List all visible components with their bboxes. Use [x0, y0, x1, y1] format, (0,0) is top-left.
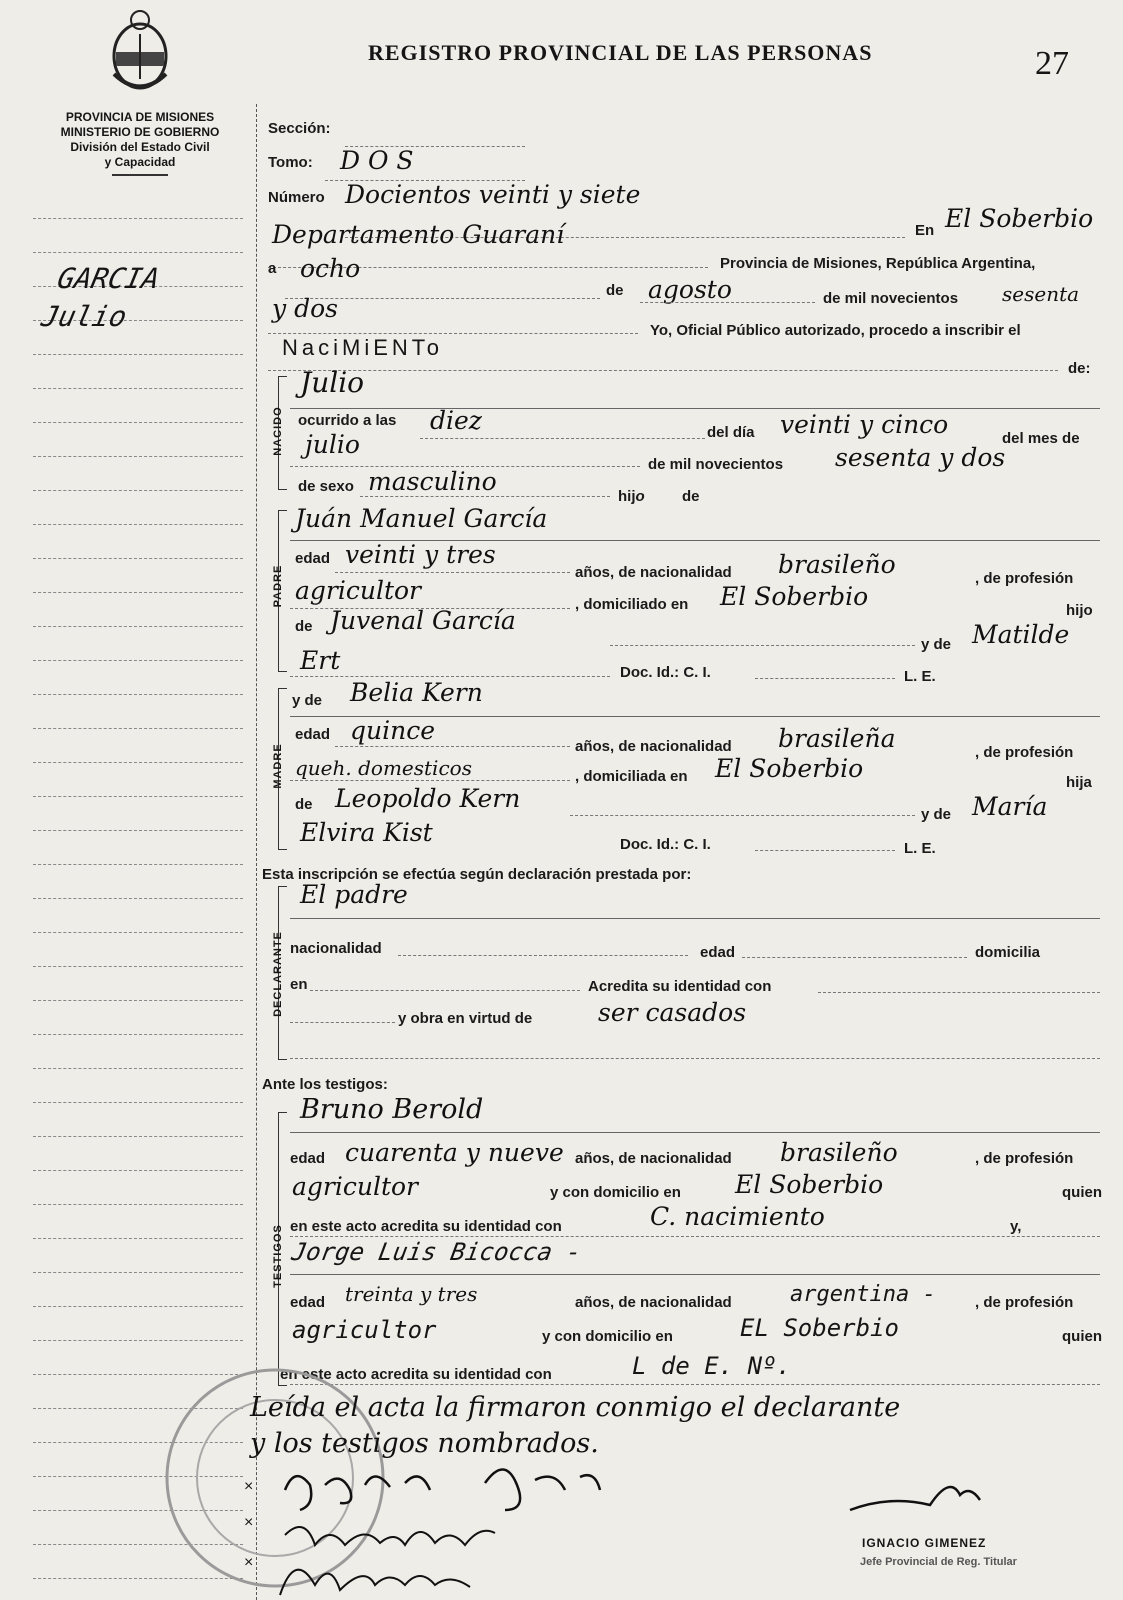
capacity-label: y Capacidad: [104, 155, 176, 169]
anio-value-2: y dos: [272, 294, 338, 323]
tomo-label: Tomo:: [268, 154, 313, 171]
signature-mark-2: ×: [244, 1514, 254, 1531]
declarante-nacionalidad-label: nacionalidad: [290, 940, 382, 957]
padre-madre-2: Ert: [300, 646, 341, 675]
padre-nombre: Juán Manuel García: [295, 504, 548, 533]
mes-nacimiento: julio: [305, 430, 360, 459]
margin-rule-line: [33, 864, 243, 865]
hijo-suffix: o: [635, 488, 645, 505]
madre-profesion-label: , de profesión: [975, 744, 1074, 761]
testigo2-edad-label: edad: [290, 1294, 326, 1311]
mes-value: agosto: [648, 275, 732, 304]
margin-rule-line: [33, 1306, 243, 1307]
margin-rule-line: [33, 728, 243, 729]
testigo1-acredita-label: en este acto acredita su identidad con: [290, 1218, 562, 1235]
testigo2-acredita-label: en este acto acredita su identidad con: [280, 1366, 552, 1383]
margin-rule-line: [33, 626, 243, 627]
madre-nacionalidad: brasileña: [778, 724, 896, 753]
testigo1-domicilio: El Soberbio: [735, 1170, 884, 1199]
padre-hijo-label: hijo: [1066, 602, 1093, 619]
margin-rule-line: [33, 490, 243, 491]
margin-rule-line: [33, 422, 243, 423]
division-label: División del Estado Civil: [70, 140, 210, 154]
margin-rule-line: [33, 1272, 243, 1273]
testigo2-nacionalidad: argentina -: [790, 1282, 936, 1307]
ocurrido-label: ocurrido a las: [298, 412, 397, 429]
margin-rule-line: [33, 1034, 243, 1035]
margin-rule-line: [33, 218, 243, 219]
sexo-value: masculino: [368, 467, 497, 496]
margin-rule-line: [33, 1136, 243, 1137]
testigos-intro: Ante los testigos:: [262, 1076, 388, 1093]
declarante-domicilia-label: domicilia: [975, 944, 1041, 961]
testigo2-anios-label: años, de nacionalidad: [575, 1294, 732, 1311]
padre-anios-label: años, de nacionalidad: [575, 564, 732, 581]
testigo1-y-label: y,: [1010, 1218, 1022, 1235]
padre-le-label: L. E.: [904, 668, 936, 685]
hijo-label-text: hij: [618, 488, 636, 505]
oficial-text: Yo, Oficial Público autorizado, procedo a inscribir el: [650, 322, 1021, 339]
coat-of-arms-icon: [100, 4, 180, 96]
padre-y-de-label: y de: [921, 636, 952, 653]
hijo-de-label: de: [682, 488, 700, 505]
tomo-value: D O S: [340, 146, 414, 175]
mil-label: de mil novecientos: [823, 290, 959, 307]
del-dia-label: del día: [707, 424, 755, 441]
nacido-mil-label: de mil novecientos: [648, 456, 784, 473]
padre-edad: veinti y tres: [345, 540, 496, 569]
margin-rule-line: [33, 796, 243, 797]
signature-mark-3: ×: [244, 1554, 254, 1571]
declarante-edad-label: edad: [700, 944, 736, 961]
numero-label: Número: [268, 189, 325, 206]
closing-line-1: Leída el acta la firmaron conmigo el declarante: [250, 1392, 901, 1423]
testigo1-anios-label: años, de nacionalidad: [575, 1150, 732, 1167]
testigo2-domicilio-label: y con domicilio en: [542, 1328, 673, 1345]
madre-domicilio-label: , domiciliada en: [575, 768, 688, 785]
margin-rule-line: [33, 830, 243, 831]
document-title: REGISTRO PROVINCIAL DE LAS PERSONAS: [368, 40, 873, 65]
ministry-label: MINISTERIO DE GOBIERNO: [60, 125, 220, 139]
nacido-section-label: NACIDO: [272, 406, 284, 456]
testigo1-edad: cuarenta y nueve: [345, 1138, 564, 1167]
margin-rule-line: [33, 694, 243, 695]
hijo-label: [618, 488, 645, 505]
madre-madre-1: María: [972, 792, 1048, 821]
testigo1-profesion: agricultor: [292, 1172, 419, 1201]
official-name: IGNACIO GIMENEZ: [862, 1536, 987, 1550]
margin-rule-line: [33, 1068, 243, 1069]
provincia-text: Provincia de Misiones, República Argentina,: [720, 255, 1036, 272]
padre-edad-label: edad: [295, 550, 331, 567]
madre-doc-label: Doc. Id.: C. I.: [620, 836, 711, 853]
official-title: Jefe Provincial de Reg. Titular: [860, 1556, 1017, 1568]
margin-rule-line: [33, 1102, 243, 1103]
madre-nombre: Belia Kern: [350, 678, 483, 707]
testigos-section-label: TESTIGOS: [272, 1224, 284, 1288]
margin-rule-line: [33, 354, 243, 355]
nacido-nombre: Julio: [300, 366, 365, 399]
margin-rule-line: [33, 898, 243, 899]
testigo2-nombre: Jorge Luis Bicocca -: [289, 1238, 584, 1266]
declarante-en-label: en: [290, 976, 308, 993]
closing-line-2: y los testigos nombrados.: [250, 1428, 599, 1459]
margin-rule-line: [33, 388, 243, 389]
testigo1-doc: C. nacimiento: [650, 1202, 825, 1231]
en-value: El Soberbio: [945, 204, 1094, 233]
margin-rule-line: [33, 660, 243, 661]
madre-edad: quince: [350, 716, 435, 745]
madre-le-label: L. E.: [904, 840, 936, 857]
signatures-icon: [255, 1455, 615, 1600]
testigo2-edad: treinta y tres: [345, 1282, 478, 1306]
province-label: PROVINCIA DE MISIONES: [65, 110, 215, 124]
sexo-label: de sexo: [298, 478, 354, 495]
margin-rule-line: [33, 524, 243, 525]
testigo2-doc: L de E. Nº.: [632, 1352, 791, 1380]
declarante-intro: Esta inscripción se efectúa según declaración prestada por:: [262, 866, 692, 883]
margin-surname: GARCIA: [54, 262, 163, 295]
del-mes-label: del mes de: [1002, 430, 1080, 447]
testigo2-domicilio: EL Soberbio: [740, 1314, 899, 1342]
margin-rule-line: [33, 252, 243, 253]
padre-madre-1: Matilde: [972, 620, 1070, 649]
testigo2-profesion-label: , de profesión: [975, 1294, 1074, 1311]
margin-rule-line: [33, 966, 243, 967]
madre-madre-2: Elvira Kist: [300, 818, 433, 847]
testigo1-edad-label: edad: [290, 1150, 326, 1167]
declarante-acredita-label: Acredita su identidad con: [588, 978, 772, 995]
seccion-label: Sección:: [268, 120, 331, 137]
page-number: 27: [1035, 45, 1069, 82]
madre-profesion: queh. domesticos: [295, 756, 472, 780]
declarante-obra-label: y obra en virtud de: [398, 1010, 533, 1027]
padre-nacionalidad: brasileño: [778, 550, 896, 579]
padre-profesion: agricultor: [295, 576, 422, 605]
margin-rule-line: [33, 762, 243, 763]
declarante-nombre: El padre: [300, 880, 408, 909]
margin-rule-line: [33, 1000, 243, 1001]
margin-rule-line: [33, 592, 243, 593]
ministry-block: [30, 110, 250, 176]
margin-rule-line: [33, 1238, 243, 1239]
padre-doc-label: Doc. Id.: C. I.: [620, 664, 711, 681]
testigo1-nombre: Bruno Berold: [300, 1094, 484, 1125]
madre-domicilio: El Soberbio: [715, 754, 864, 783]
de-colon-label: de:: [1068, 360, 1091, 377]
margin-rule-line: [33, 932, 243, 933]
numero-value: Docientos veinti y siete: [345, 180, 641, 209]
testigo2-quien-label: quien: [1062, 1328, 1102, 1345]
madre-section-label: MADRE: [272, 743, 284, 789]
testigo1-domicilio-label: y con domicilio en: [550, 1184, 681, 1201]
a-label: a: [268, 260, 277, 277]
madre-padre: Leopoldo Kern: [335, 784, 521, 813]
dia-nacimiento: veinti y cinco: [780, 410, 949, 439]
madre-anios-label: años, de nacionalidad: [575, 738, 732, 755]
padre-de-label: de: [295, 618, 313, 635]
departamento-value: Departamento Guaraní: [272, 220, 565, 249]
anio-value-1: sesenta: [1002, 282, 1080, 306]
madre-de-label: de: [295, 796, 313, 813]
testigo1-profesion-label: , de profesión: [975, 1150, 1074, 1167]
declarante-section-label: DECLARANTE: [272, 931, 284, 1017]
signature-mark-1: ×: [244, 1478, 254, 1495]
madre-y-de2-label: y de: [921, 806, 952, 823]
padre-section-label: PADRE: [272, 564, 284, 608]
padre-domicilio-label: , domiciliado en: [575, 596, 689, 613]
hora-value: diez: [430, 406, 482, 435]
padre-profesion-label: , de profesión: [975, 570, 1074, 587]
anio-nacimiento: sesenta y dos: [835, 443, 1006, 472]
madre-y-de-label: y de: [292, 692, 323, 709]
margin-rule-line: [33, 558, 243, 559]
madre-hija-label: hija: [1066, 774, 1092, 791]
testigo2-profesion: agricultor: [292, 1316, 437, 1344]
testigo1-quien-label: quien: [1062, 1184, 1102, 1201]
margin-rule-line: [33, 1204, 243, 1205]
margin-given-name: Julio: [38, 300, 130, 333]
en-label: En: [915, 222, 935, 239]
testigo1-nacionalidad: brasileño: [780, 1138, 898, 1167]
de-label: de: [606, 282, 624, 299]
padre-padre: Juvenal García: [330, 606, 516, 635]
declarante-obra-value: ser casados: [598, 998, 747, 1027]
padre-domicilio: El Soberbio: [720, 582, 869, 611]
dia-value: ocho: [300, 254, 361, 283]
madre-edad-label: edad: [295, 726, 331, 743]
acto-value: NaciMiENTo: [282, 335, 444, 360]
official-signature-icon: [840, 1470, 990, 1530]
margin-rule-line: [33, 1170, 243, 1171]
margin-rule-line: [33, 456, 243, 457]
